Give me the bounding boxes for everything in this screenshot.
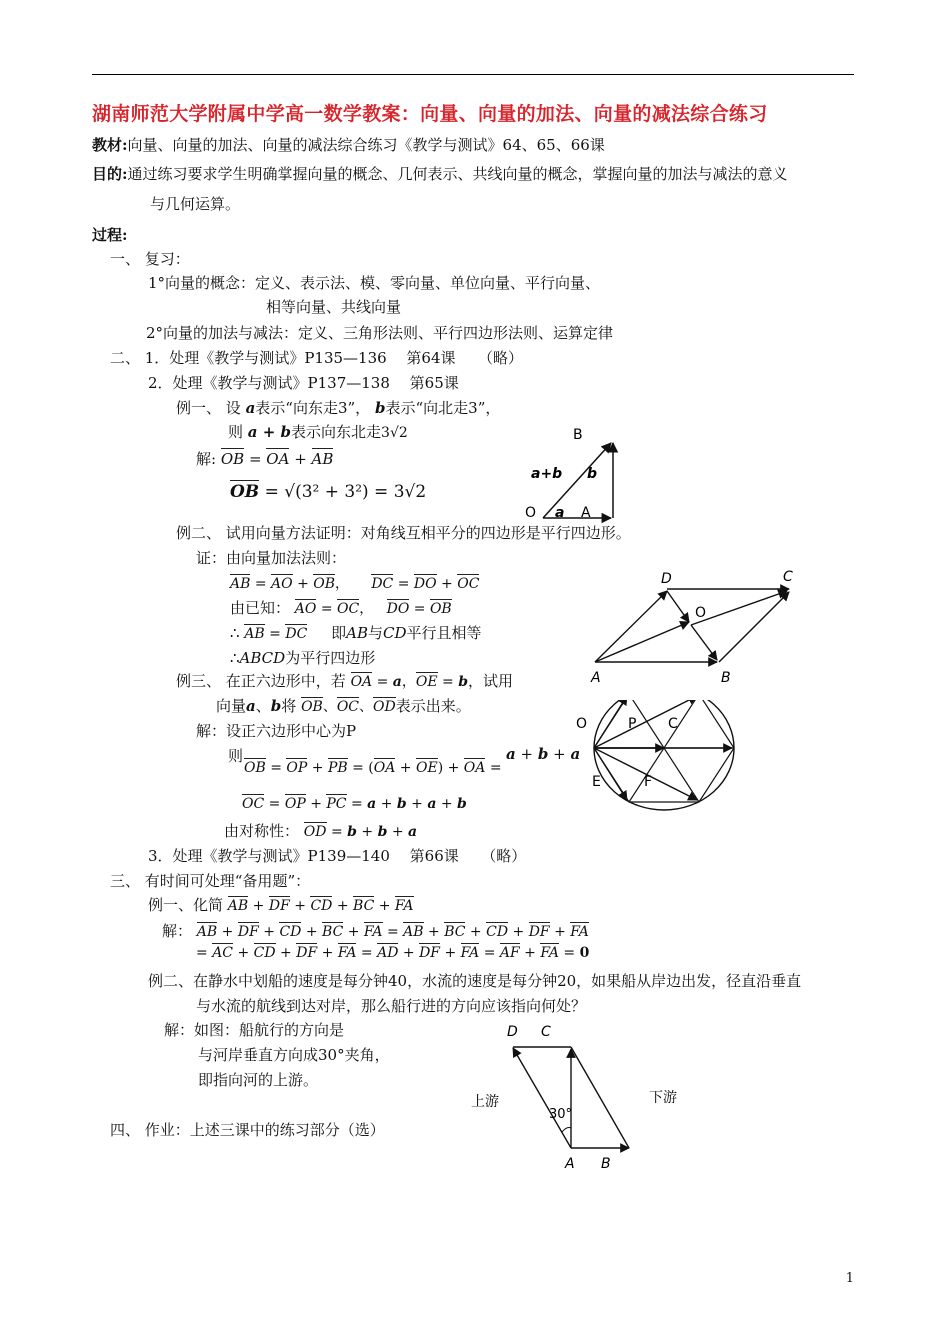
ex2-t1-b: 与 [368, 624, 384, 642]
label-O: O [525, 505, 537, 521]
label-C: C [783, 569, 793, 585]
a-plus-b: a + b [247, 423, 292, 441]
hexagon-figure [568, 700, 740, 830]
vec-OD: OD [373, 699, 396, 715]
ex1-line1 [176, 397, 500, 418]
label-C: C [541, 1024, 551, 1040]
three-root-two: 3√2 [381, 425, 408, 441]
ex1-text-c: ”， [347, 399, 371, 417]
s3-ex2-b: 与水流的航线到达对岸，那么船行进的方向应该指向何处？ [196, 997, 587, 1015]
ex3-title-a: 例三、 在正六边形中，若 [176, 672, 346, 690]
ex1-line2-b: 表示向东北走 [291, 423, 382, 441]
goal-line-1 [92, 163, 788, 184]
s3-sol1: 解： AB + DF + CD + BC + FA = AB + BC + CD + DF + FA [162, 922, 589, 940]
label-D: D [661, 571, 672, 587]
ex3-eq1: OB = OP + PB = (OA + OE) + OA = [244, 760, 502, 776]
ex3-sym-label: 由对称性： [224, 822, 300, 840]
ex3-symmetry: 由对称性： OD = b + b + a [224, 822, 418, 840]
vec-OB: OB [429, 601, 452, 617]
s2-item3: 3．处理《教学与测试》P139—140 第66课 （略） [148, 847, 527, 865]
ex2-known-label: 由已知： [230, 599, 291, 617]
vec-OB: OB [313, 576, 336, 592]
ex1-solution: 解: OB = OA + AB [196, 450, 334, 468]
label-C: C [668, 716, 678, 732]
s3-ans1: 解：如图：船航行的方向是 [164, 1021, 345, 1039]
ex2-proof: 证：由向量加法法则： [196, 549, 347, 567]
ex2-known: 由已知： AO = OC， DO = OB [230, 599, 452, 617]
s3-sol2: = AC + CD + DF + FA = AD + DF + FA = AF + FA = 0 [196, 945, 590, 961]
ex1-text-d: 表示“向北走3 [385, 399, 478, 417]
ex2-therefore2: ∴ABCD为平行四边形 [230, 649, 376, 667]
vec-AB: AB [311, 450, 334, 468]
triangle-figure [515, 425, 635, 525]
ex1-text-e: ”， [477, 399, 501, 417]
label-A: A [565, 1156, 575, 1172]
label-B: B [573, 427, 583, 443]
boat-figure [465, 1018, 695, 1178]
s1-line3: 2°向量的加法与减法：定义、三角形法则、平行四边形法则、运算定律 [146, 324, 614, 342]
s2-item1: 二、 1．处理《教学与测试》P135—136 第64课 （略） [110, 349, 524, 367]
material-label: 教材: [92, 136, 128, 154]
vec-AO: AO [271, 576, 293, 592]
ex2-eq1: AB = AO + OB， DC = DO + OC [230, 576, 480, 592]
vec-OC: OC [337, 601, 360, 617]
goal-label: 目的: [92, 165, 128, 183]
ex3-line2: 向量a、b将 OB、OC、OD表示出来。 [216, 697, 471, 715]
vec-AB: AB [244, 626, 265, 642]
vec-OB: OB [301, 699, 323, 715]
ex3-title: 例三、 在正六边形中，若 OA = a，OE = b，试用 [176, 672, 514, 690]
label-A: A [591, 670, 601, 686]
parallelogram-figure [575, 565, 805, 690]
vec-OC: OC [457, 576, 480, 592]
s1-line2: 相等向量、共线向量 [266, 298, 402, 316]
ex3-l2-b: 将 [281, 697, 297, 715]
ex3-l2-c: 表示出来。 [395, 697, 471, 715]
s1-line1: 1°向量的概念：定义、表示法、模、零向量、单位向量、平行向量、 [148, 274, 601, 292]
s1-heading: 一、 复习： [110, 250, 190, 268]
label-a: a [555, 505, 565, 521]
label-B: B [601, 1156, 611, 1172]
material-line [92, 134, 605, 155]
label-B: B [721, 670, 731, 686]
ex1-line2 [228, 421, 408, 442]
vec-a-symbol: a [245, 399, 256, 417]
vec-DO: DO [413, 576, 437, 592]
zero-vector: 0 [579, 945, 590, 961]
process-label: 过程: [92, 226, 128, 244]
s3-ex1: 例一、化简 AB + DF + CD + BC + FA [148, 896, 414, 914]
ex3-title-b: ，试用 [468, 672, 514, 690]
ex3-l2-a: 向量 [216, 697, 247, 715]
page-title: 湖南师范大学附属中学高一数学教案：向量、向量的加法、向量的减法综合练习 [92, 103, 768, 125]
s3-ex2-a: 例二、在静水中划船的速度是每分钟40，水流的速度是每分钟20，如果船从岸边出发，径直沿垂直 [148, 972, 802, 990]
vec-DC: DC [371, 576, 394, 592]
s3-sol-label: 解： [162, 922, 193, 940]
s3-ans3: 即指向河的上游。 [198, 1071, 319, 1089]
label-O: O [576, 716, 588, 732]
ex3-eq2: OC = OP + PC = a + b + a + b [242, 796, 467, 812]
ex3-solution: 解：设正六边形中心为P [196, 722, 357, 740]
top-rule [92, 74, 854, 75]
s4-heading: 四、 作业：上述三课中的练习部分（选） [110, 1121, 385, 1139]
s3-ans2: 与河岸垂直方向成30°夹角， [198, 1046, 390, 1064]
vec-AB: AB [230, 576, 251, 592]
page-number: 1 [845, 1271, 854, 1286]
s3-ex1-label: 例一、化简 [148, 896, 224, 914]
label-O: O [695, 605, 707, 621]
vec-DC: DC [285, 626, 308, 642]
label-A: A [581, 505, 591, 521]
label-D: D [507, 1024, 518, 1040]
label-a-plus-b: a+b [531, 466, 563, 482]
vec-OE: OE [415, 674, 438, 690]
label-E: E [592, 774, 601, 790]
vec-OC: OC [336, 699, 360, 715]
vec-OB-bold: OB [230, 482, 260, 502]
goal-text-1: 通过练习要求学生明确掌握向量的概念、几何表示、共线向量的概念，掌握向量的加法与减法的意义 [127, 165, 788, 183]
vec-b-symbol: b [374, 399, 386, 417]
ex2-title: 例二、 试用向量方法证明：对角线互相平分的四边形是平行四边形。 [176, 524, 631, 542]
ex1-mag-expr: = √(3² + 3²) = 3√2 [264, 482, 427, 502]
ex1-magnitude [230, 482, 426, 502]
angle-label: 30° [549, 1107, 573, 1122]
vec-AO: AO [294, 601, 317, 617]
upstream-label: 上游 [471, 1094, 499, 1110]
vec-OB: OB [220, 450, 245, 468]
vec-DO: DO [386, 601, 410, 617]
ex2-therefore1: ∴ AB = DC 即AB与CD平行且相等 [230, 624, 482, 642]
s2-item2: 2．处理《教学与测试》P137—138 第65课 [148, 374, 459, 392]
ex3-then: 则 [228, 747, 244, 765]
ex2-t1-a: 即 [331, 624, 347, 642]
s3-heading: 三、 有时间可处理“备用题”： [110, 872, 311, 890]
ex2-t1-c: 平行且相等 [406, 624, 482, 642]
ex2-t2-text: 为平行四边形 [285, 649, 376, 667]
ex1-sol-label: 解: [196, 450, 217, 468]
vec-OA: OA [350, 674, 373, 690]
goal-text-2: 与几何运算。 [150, 195, 241, 213]
label-F: F [644, 774, 653, 790]
downstream-label: 下游 [649, 1090, 677, 1106]
vec-OA: OA [266, 450, 290, 468]
ex1-text-b: 表示“向东走3 [255, 399, 348, 417]
material-text: 向量、向量的加法、向量的减法综合练习《教学与测试》64、65、66课 [127, 136, 605, 154]
ex1-line2-a: 则 [228, 423, 244, 441]
label-P: P [628, 716, 637, 732]
label-b: b [587, 466, 598, 482]
ex3-eq1-result: a + b + a [506, 745, 581, 763]
ex1-text-a: 例一、 设 [176, 399, 241, 417]
